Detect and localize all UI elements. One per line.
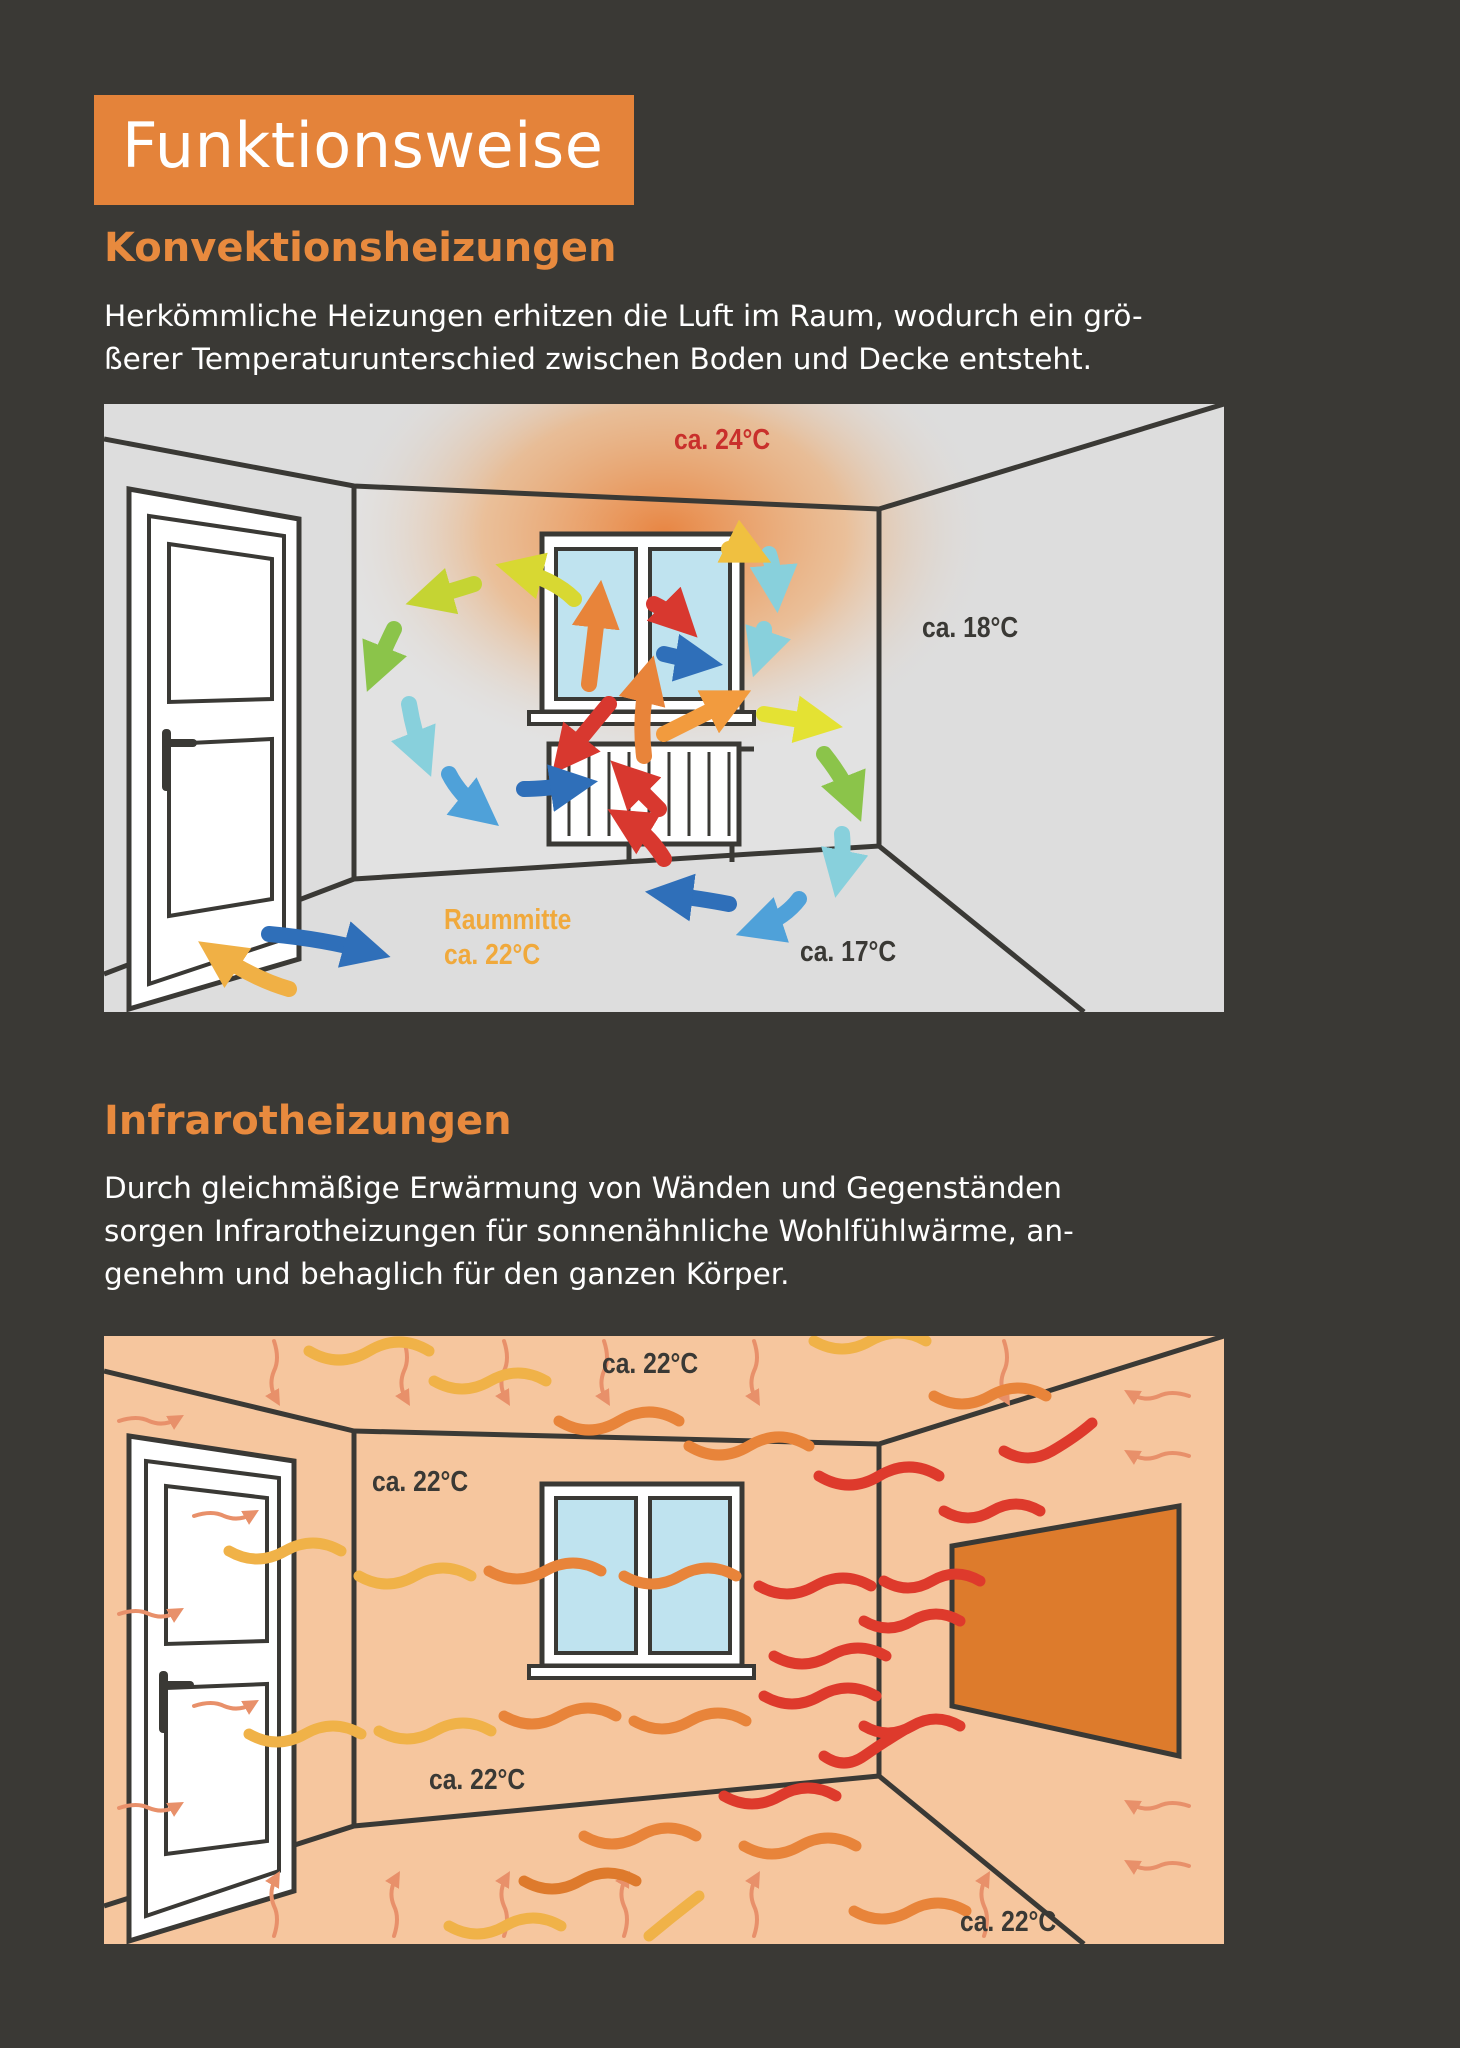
infrared-ceiling-temp: ca. 22°C [602, 1348, 699, 1380]
infrared-floor-center-temp: ca. 22°C [429, 1764, 526, 1796]
convection-center-temp: ca. 22°C [444, 939, 541, 971]
convection-ceiling-temp: ca. 24°C [674, 424, 771, 456]
infrared-room-drawing [104, 1336, 1224, 1944]
infrared-left-wall-temp: ca. 22°C [372, 1466, 469, 1498]
convection-description [104, 295, 1143, 381]
infrared-text-line: sorgen Infrarotheizungen für sonnenähnliche Wohlfühlwärme, an- [104, 1214, 1074, 1248]
convection-room-drawing [104, 404, 1224, 1012]
convection-wall-temp: ca. 18°C [922, 612, 1019, 644]
convection-text-line: Herkömmliche Heizungen erhitzen die Luft im Raum, wodurch ein grö- [104, 299, 1143, 333]
convection-illustration [104, 404, 1224, 1012]
infrared-illustration [104, 1336, 1224, 1944]
page-title: Funktionsweise [122, 109, 604, 182]
convection-heading: Konvektionsheizungen [104, 225, 617, 271]
title-banner [94, 95, 634, 205]
convection-floor-temp: ca. 17°C [800, 936, 897, 968]
infrared-text-line: genehm und behaglich für den ganzen Körper. [104, 1257, 790, 1291]
convection-center-label: Raummitte [444, 904, 572, 936]
infrared-description [104, 1167, 1074, 1296]
infrared-text-line: Durch gleichmäßige Erwärmung von Wänden und Gegenständen [104, 1171, 1062, 1205]
convection-text-line: ßerer Temperaturunterschied zwischen Boden und Decke entsteht. [104, 342, 1093, 376]
infrared-heading: Infrarotheizungen [104, 1098, 512, 1144]
infrared-floor-right-temp: ca. 22°C [960, 1906, 1057, 1938]
